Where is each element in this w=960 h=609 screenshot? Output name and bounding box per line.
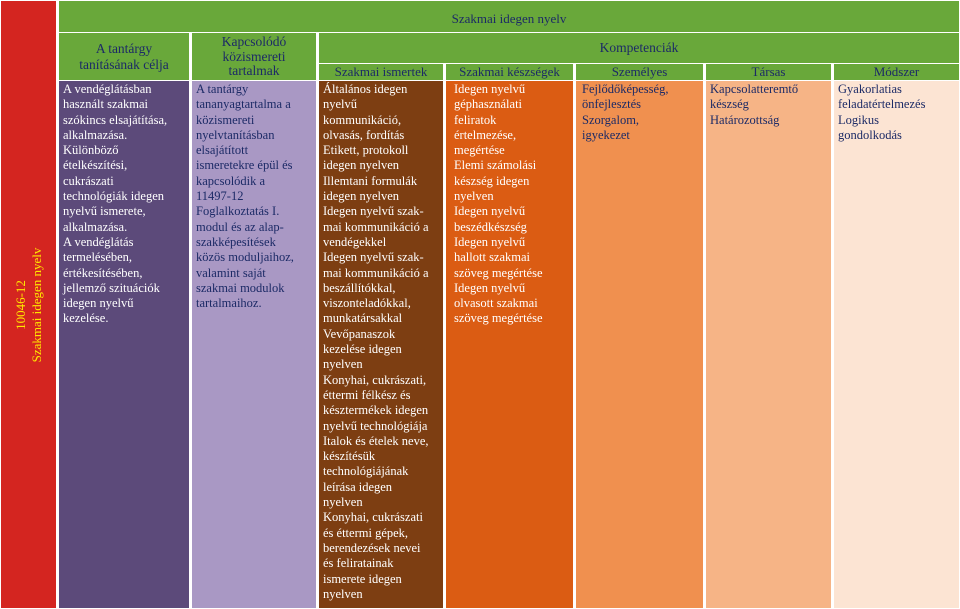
purpose-text: A vendéglátásban használt szakmai szókincs elsajátítása, alkalmazása. Különböző ételkészítési, cukrászati technológiák idegen nyelvű ismerete, alkalmazása. A vendéglátás termelésében, értékesítésében, jellemző szituációk idegen nyelvű kezelése. [63,82,168,326]
skills-column [446,81,573,608]
personal-column [576,81,703,608]
method-header: Módszer [873,64,920,79]
social-text: Kapcsolatteremtő készség Határozottság [710,82,799,127]
skills-header-cell [446,64,573,80]
related-text: A tantárgy tananyagtartalma a közismereti nyelvtanításban elsajátított ismeretekre épül és kapcsolódik a 11497-12 Foglalkoztatás I. modul és az alap- szakképesítések közös moduljaihoz, valamint saját szakmai modulok tartalmaihoz. [196,82,294,311]
knowledge-header-cell [319,64,443,80]
knowledge-header: Szakmai ismertek [334,64,428,79]
method-column [834,81,959,608]
related-column [192,81,316,608]
knowledge-column [319,81,443,608]
skills-header: Szakmai készségek [459,64,560,79]
top-header-title: Szakmai idegen nyelv [451,11,567,26]
competencies-header-cell [319,33,959,63]
personal-text: Fejlődőképesség, önfejlesztés Szorgalom, igyekezet [582,82,669,142]
purpose-column [59,81,189,608]
skills-text: Idegen nyelvű géphasználati feliratok értelmezése, megértése Elemi számolási készség idegen nyelven Idegen nyelvű beszédkészség Idegen nyelvű hallott szakmai szöveg megértése Idegen nyelvű olvasott szakmai szöveg megértése [454,82,543,326]
personal-header: Személyes [611,64,668,79]
knowledge-text: Általános idegen nyelvű kommunikáció, olvasás, fordítás Etikett, protokoll idegen nyelven Illemtani formulák idegen nyelven Idegen nyelvű szak- mai kommunikáció a vendégekkel Idegen nyelvű szak- mai kommunikáció a beszállítókkal, viszonteladókkal, munkatársakkal Vevőpanaszok kezelése idegen nyelven Konyhai, cukrászati, éttermi félkész és késztermékek idegen nyelvű technológiája Italok és ételek neve, készítésük technológiájának leírása idegen nyelven Konyhai, cukrászati és éttermi gépek, berendezések nevei és feliratainak ismerete idegen nyelven [323,82,429,601]
purpose-header: A tantárgy tanításának célja [79,41,169,72]
related-header: Kapcsolódó közismereti tartalmak [221,34,287,78]
social-header-cell [706,64,831,80]
social-header: Társas [751,64,786,79]
related-header-cell [192,33,316,80]
module-side-label: 10046-12 Szakmai idegen nyelv [12,247,44,362]
personal-header-cell [576,64,703,80]
social-column [706,81,831,608]
competencies-header: Kompetenciák [599,40,679,55]
purpose-header-cell [59,33,189,80]
method-text: Gyakorlatias feladatértelmezés Logikus gondolkodás [838,82,926,142]
method-header-cell [834,64,959,80]
top-header-bar [59,1,959,32]
module-side-label-cell [1,1,56,608]
